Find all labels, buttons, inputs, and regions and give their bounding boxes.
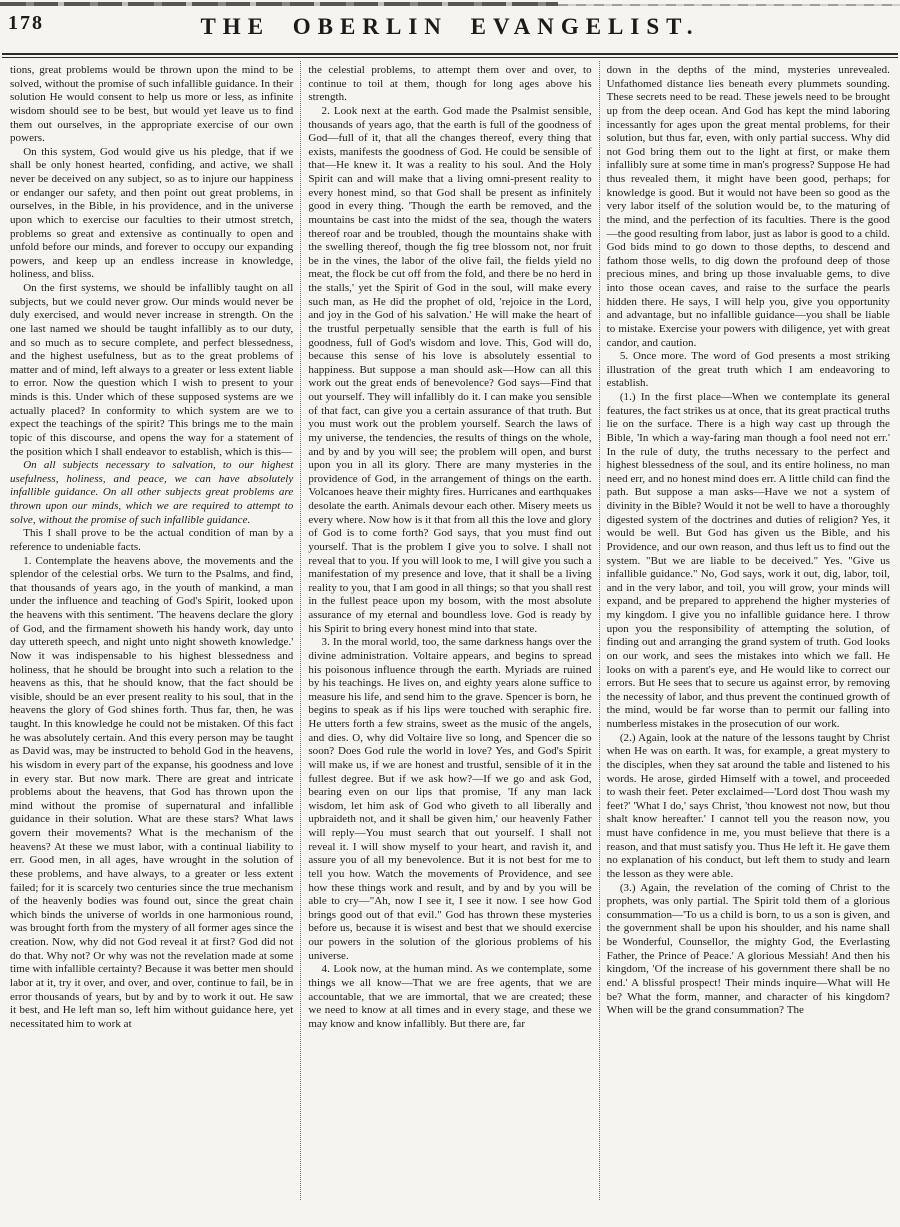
paragraph: (1.) In the first place—When we contemplate its general features, the fact strikes us at once, that its great practical truths lie on the surface. There is a high way cast up through the Bible, 'In which a way-faring man though a fool need not err.' In the rule of duty, the truths necessary to the perfect and highest blessedness of the soul, and its entire holiness, no man need err, and no honest mind does err. A little child can find the path. But suppose a man asks—Have we not a system of divinity in the Bible? Would it not be well to have a thoroughly digested system of the doctrines and duties of religion? Yes, it would be well. But God has given us the Bible, and his Providence, and our own reason, and thus left us to find out the system. "But we are liable to be deceived." Yes. "Give us infallible guidance." No, God says, work it out, dig, labor, toil, and in the very labor, and toil, you will grow, your minds will expand, and be prepared to apprehend the higher mysteries of my kingdom. I give you no infallible guidance here. I throw upon you the responsibility of attempting the solution, of finding out and arranging the grand system of truth. God looks on our work, and sees the mistakes into which we fall. He looks on with a parent's eye, and He would like to correct our errors. But He sees that to secure us against error, by removing the necessity of labor, and thus prevent the continued growth of the mind, would be far worse than to permit our falling into numberless mistakes in the prosecution of our work. [606,391,890,730]
page-number: 178 [8,12,44,34]
text-column [3,61,300,1200]
text-column [300,61,598,1200]
paragraph: On this system, God would give us his pledge, that if we shall be only honest hearted, confiding, and active, we shall never be deceived on any subject, so as to injure our happiness or endanger our safety, and then point out great problems, in ourselves, in the Bible, in his providence, and in the universe upon which to exercise our faculties to their utmost stretch, problems so great and extensive as continually to open and unfold before our minds, and forever to occupy our expanding powers, and keep up an endless increase in knowledge, holiness, and bliss. [10,145,294,281]
paragraph: 1. Contemplate the heavens above, the movements and the splendor of the celestial orbs. We turn to the Psalms, and find, that thousands of years ago, in the youth of mankind, a man under the influence and teaching of God's Spirit, looked upon the heavens with this sentiment. 'The heavens declare the glory of God, and the firmament showeth his handy work, day unto day uttereth speech, and night unto night showeth knowledge.' Now it was indispensable to his highest blessedness and holiness, that he should be brought into such a relation to the heavens as this, that he should know, that the fact should be visible, should be an ever present reality to his soul, that in the heavens the glory of God shines forth. Thus far, then, he was taught. In this knowledge he could not be mistaken. Of this fact he was absolutely certain. And this every person may be taught as David was, may be instructed to behold God in the heavens, his wisdom in every part of the expanse, his goodness and love in every star. But now mark. There are great and intricate problems about the heavens, that God has thrown upon the mind without the promise of supernatural and infallible guidance in their solution. What are these stars? What laws govern their movements? What is the mechanism of the heavens? At these we must labor, with a continual liability to err. Good men, in all ages, have wrought in the solution of these problems, and have always, to a greater or less extent failed; for it is scarcely two centuries since the true mechanism of the heavenly bodies was found out, since the great chain which binds the universe of worlds in one harmonious round, was brought forth from the mystery of all former ages since the creation. Now, why did not God reveal it at first? God did not do that. Why not? Or why was not the revelation made at some time with infallible certainty? Because it was better men should labor at it, try it over, and over, and over, continue to fail, be in error thousands of years, but by and by to work it out. He saw it best, and He left man so, left him without guidance here, yet necessitated him to work at [10,554,294,1030]
paragraph: (3.) Again, the revelation of the coming of Christ to the prophets, was only partial. The Spirit told them of a glorious consummation—'To us a child is born, to us a son is given, and the government shall be upon his shoulder, and his name shall be Wonderful, Counsellor, the mighty God, the Everlasting Father, the Prince of Peace.' A glorious Messiah! And then his kingdom, 'Of the increase of his government there shall be no end.' A blissful prospect! Their minds inquire—What will He be? What the form, manner, and character of his kingdom? When will be the grand consummation? The [606,881,890,1017]
masthead-title: THE OBERLIN EVANGELIST. [200,14,700,39]
paragraph: On the first systems, we should be infallibly taught on all subjects, but we could never grow. Our minds would never be duly exercised, and would never increase in strength. On the one last named we should be taught infallibly as to our duty, and so much as to secure complete, and perfect blessedness, and the highest usefulness, but as to the great problems of matter and of mind, left always to a greater or less extent liable to error. Now the question which I wish to present to your minds is this. Under which of these supposed systems are we actually placed? In conformity to which system are we to expect the teachings of the spirit? This brings me to the main topic of this discourse, and opens the way for a statement of the position which I shall endeavor to establish, which is this— [10,282,294,458]
paragraph: the celestial problems, to attempt them over and over, to continue to toil at them, though for long ages above his strength. [308,64,592,104]
paragraph: 3. In the moral world, too, the same darkness hangs over the divine administration. Voltaire appears, and begins to spread his poisonous influence through the earth. Myriads are ruined by his teachings. He lives on, and eighty years alone suffice to measure his life, and send him to the grave. Spencer is born, he begins to speak as if his lips were touched with seraphic fire. He utters forth a few strains, sweet as the music of the angels, and dies. O, why did Voltaire live so long, and Spencer die so soon? Does God rule the world in love? Yes, and God's Spirit will make us, if we are honest and trustful, sensible of it in the fullest degree. But if we ask how?—If we go and ask God, bearing even on our lips that promise, 'If any man lack wisdom, let him ask of God who giveth to all liberally and upbraideth not, and it shall be given him,' our heavenly Father will reply—You must search that out yourself. I shall not reveal it. I will show myself to your heart, and ravish it, and assure you of all my benevolence. But it is not best for me to tell you how. Watch the movements of Providence, and see how these things work and result, and by and by you will be able to cry—"Ah, now I see it, I see it now. I see how God brings good out of that evil." God has thrown these mysteries before us, because it is wisest and best that we should exercise our powers in the solution of the glorious problems of his universe. [308,636,592,962]
paragraph: 2. Look next at the earth. God made the Psalmist sensible, thousands of years ago, that the earth is full of the goodness of God—full of it, that all the changes thereof, every thing that exists, manifests the goodness of God. He could be sensible of that—He knew it. It was a reality to his soul. And the Holy Spirit can and will make that a living omni-present reality to every honest mind, so that God shall be present as infinitely good in every thing. 'Though the earth be removed, and the mountains be cast into the midst of the sea, though the waters thereof roar and be troubled, though the mountains shake with the swelling thereof, though the fig tree blossom not, nor fruit be in the vines, the labor of the olive fail, the fields yield no meat, the flock be cut off from the fold, and there be no herd in the stalls,' yet the Spirit of God in the soul, will make every such man, as He did the prophet of old, 'rejoice in the Lord, and joy in the God of his salvation.' He will make the heart of the trustful perpetually sensible that the earth is full of his goodness, full of God's wisdom and love. This, God will do, because this sense of his love is absolutely essential to happiness. But suppose a man should ask—How can all this work out the great ends of benevolence? God says—Find that out yourself. They will infallibly do it. I can make you sensible of that fact, can give you a certain assurance of that truth. But you must work out the problem yourself. Search the laws of my universe, the tendencies, the results of things on the whole, and by and by you will see; the problem will open, and burst upon you in all its glory. There are many mysteries in the providence of God, in the arrangement of things on the earth. Volcanoes heave their mighty fires. Hurricanes and earthquakes desolate the earth. Animals devour each other. Misery meets us every where. Now how is it that from all this the love and glory of God is to come forth? God says, that you must find out yourself. That is the problem I give you to solve. I shall not reveal that to you. If you will look to me, I will give you such a manifestation of my presence and love, that it shall be a living reality to you, that I am good in all things; so that you shall rest in the fullest peace upon my bosom, with the most absolute assurance of my eternal and boundless love. God is ready by his Spirit to bring every honest mind into that state. [308,104,592,635]
paragraph: down in the depths of the mind, mysteries unrevealed. Unfathomed distance lies beneath every plummets sounding. These secrets need to be read. These jewels need to be brought up from the deep ocean. And God has kept the mind laboring incessantly for ages upon the great mental problems, for their solution, but thus far, even, with only partial success. Why did not God bring them out to the light at first, or make them infallibly sure at some time in man's progress? Suppose He had thus revealed them, it might have been good, perhaps; for knowledge is good. But it would not have been so good as the very labor itself of the solution would be, to the maturing of the mind, and the perfection of its faculties. There is the good—the good resulting from labor, just as labor is good to a child. God bids mind to go down to those depths, to descend and fathom those wells, to dig down the profound deep of those precious mines, and bring up those invaluable gems, to dive into those ocean caves, and raise to the surface the pearls hidden there. He says, I will help you, give you opportunity and advantage, but no infallible guidance—you shall be liable to mistake. Exercise your powers with diligence, yet with great candor, and caution. [606,64,890,349]
paragraph: 4. Look now, at the human mind. As we contemplate, some things we all know—That we are free agents, that we are accountable, that we are immortal, that we are created; these we need to know at all times and in every stage, and these we may know and know infallibly. But there are, far [308,963,592,1030]
text-column [599,61,897,1200]
paragraph: tions, great problems would be thrown upon the mind to be solved, without the promise of such infallible guidance. In their solution He would consent to help us more or less, as infinite wisdom should see to be best, but would yet leave us to find them out ourselves, in the appropriate exercise of our own powers. [10,64,294,145]
page-header [0,0,900,48]
article-columns [0,58,900,1208]
paragraph: (2.) Again, look at the nature of the lessons taught by Christ when He was on earth. It was, for example, a great mystery to the disciples, when they sat around the table and listened to his words. He arose, girded Himself with a towel, and proceeded to wash their feet. Peter exclaimed—'Lord dost Thou wash my feet?' 'What I do,' says Christ, 'thou knowest not now, but thou shalt know hereafter.' I cannot tell you the reason now, you must have confidence in me, you must believe that there is a reason, and that must satisfy you. Thus He left it. He gave them no explanation of his conduct, but left them to study and learn the lesson as they were able. [606,731,890,880]
paragraph: This I shall prove to be the actual condition of man by a reference to undeniable facts. [10,527,294,553]
paragraph: 5. Once more. The word of God presents a most striking illustration of the great truth which I am endeavoring to establish. [606,350,890,390]
paragraph: On all subjects necessary to salvation, to our highest usefulness, holiness, and peace, we can have absolutely infallible guidance. On all other subjects great problems are thrown upon our minds, which we are required to attempt to solve, without the promise of such infallible guidance. [10,459,294,526]
